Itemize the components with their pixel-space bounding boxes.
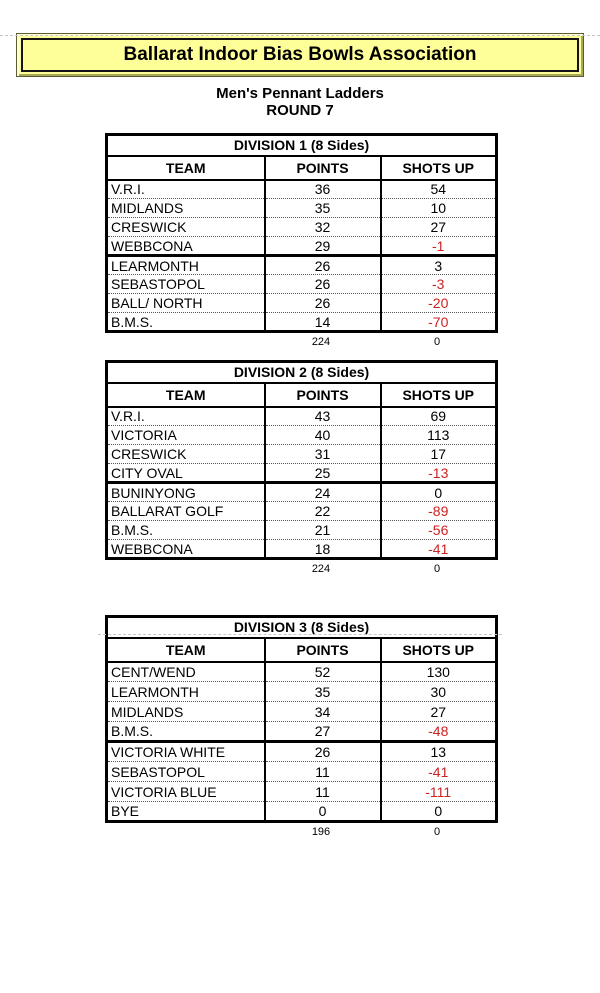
column-header-row — [107, 383, 497, 407]
points-cell: 26 — [265, 275, 381, 294]
team-row — [107, 762, 497, 782]
points-cell: 21 — [265, 521, 381, 540]
shots-cell: -89 — [381, 502, 497, 521]
team-row — [107, 464, 497, 483]
team-cell: LEARMONTH — [107, 256, 265, 275]
division-table — [105, 615, 498, 823]
col-header-team: TEAM — [107, 156, 265, 180]
team-row — [107, 218, 497, 237]
team-cell: LEARMONTH — [107, 682, 265, 702]
team-cell: B.M.S. — [107, 722, 265, 742]
team-cell: V.R.I. — [107, 180, 265, 199]
shots-cell: 69 — [381, 407, 497, 426]
shots-cell: -1 — [381, 237, 497, 256]
banner-title: Ballarat Indoor Bias Bowls Association — [123, 44, 477, 65]
col-header-team: TEAM — [107, 638, 265, 662]
division-title: DIVISION 3 (8 Sides) — [107, 617, 497, 638]
team-cell: CRESWICK — [107, 445, 265, 464]
team-row — [107, 445, 497, 464]
points-cell: 26 — [265, 294, 381, 313]
column-header-row — [107, 156, 497, 180]
team-cell: WEBBCONA — [107, 237, 265, 256]
shots-cell: 17 — [381, 445, 497, 464]
col-header-points: POINTS — [265, 638, 381, 662]
points-cell: 34 — [265, 702, 381, 722]
totals-row — [105, 336, 495, 348]
shots-cell: -3 — [381, 275, 497, 294]
shots-cell: -20 — [381, 294, 497, 313]
team-cell: WEBBCONA — [107, 540, 265, 559]
division-block — [105, 360, 495, 575]
team-row — [107, 275, 497, 294]
points-cell: 36 — [265, 180, 381, 199]
team-cell: MIDLANDS — [107, 199, 265, 218]
points-cell: 24 — [265, 483, 381, 502]
team-row — [107, 502, 497, 521]
division-title: DIVISION 2 (8 Sides) — [107, 362, 497, 383]
shots-cell: 3 — [381, 256, 497, 275]
col-header-team: TEAM — [107, 383, 265, 407]
subtitle: Men's Pennant Ladders — [216, 85, 384, 102]
team-cell: BALLARAT GOLF — [107, 502, 265, 521]
team-row — [107, 802, 497, 822]
shots-cell: 113 — [381, 426, 497, 445]
col-header-points: POINTS — [265, 156, 381, 180]
shots-cell: 27 — [381, 702, 497, 722]
team-row — [107, 662, 497, 682]
points-cell: 32 — [265, 218, 381, 237]
team-row — [107, 540, 497, 559]
page-break-line-mid — [98, 634, 502, 635]
shots-cell: 130 — [381, 662, 497, 682]
shots-total: 0 — [433, 563, 441, 575]
team-cell: BYE — [107, 802, 265, 822]
shots-total: 0 — [433, 826, 441, 838]
shots-cell: -56 — [381, 521, 497, 540]
points-cell: 35 — [265, 199, 381, 218]
totals-row — [105, 563, 495, 575]
page — [0, 33, 600, 838]
team-cell: VICTORIA BLUE — [107, 782, 265, 802]
points-cell: 11 — [265, 762, 381, 782]
shots-cell: -41 — [381, 540, 497, 559]
points-cell: 40 — [265, 426, 381, 445]
team-cell: B.M.S. — [107, 313, 265, 332]
team-cell: V.R.I. — [107, 407, 265, 426]
points-cell: 43 — [265, 407, 381, 426]
team-cell: MIDLANDS — [107, 702, 265, 722]
points-total: 196 — [311, 826, 331, 838]
team-cell: BALL/ NORTH — [107, 294, 265, 313]
col-header-shots: SHOTS UP — [381, 156, 497, 180]
shots-cell: 13 — [381, 742, 497, 762]
column-header-row — [107, 638, 497, 662]
ladders — [105, 133, 495, 838]
division-title-row — [107, 362, 497, 383]
points-cell: 18 — [265, 540, 381, 559]
team-row — [107, 426, 497, 445]
team-row — [107, 199, 497, 218]
team-row — [107, 256, 497, 275]
points-cell: 26 — [265, 256, 381, 275]
team-cell: B.M.S. — [107, 521, 265, 540]
banner — [16, 33, 584, 77]
division-block — [105, 615, 495, 838]
division-title-row — [107, 135, 497, 156]
col-header-shots: SHOTS UP — [381, 638, 497, 662]
shots-cell: -111 — [381, 782, 497, 802]
team-row — [107, 483, 497, 502]
division-title: DIVISION 1 (8 Sides) — [107, 135, 497, 156]
points-cell: 29 — [265, 237, 381, 256]
points-cell: 11 — [265, 782, 381, 802]
ladder-body — [107, 662, 497, 822]
team-cell: SEBASTOPOL — [107, 275, 265, 294]
team-row — [107, 521, 497, 540]
points-cell: 0 — [265, 802, 381, 822]
team-cell: BUNINYONG — [107, 483, 265, 502]
totals-spacer — [105, 336, 263, 348]
shots-cell: 10 — [381, 199, 497, 218]
shots-cell: 0 — [381, 483, 497, 502]
team-cell: VICTORIA WHITE — [107, 742, 265, 762]
banner-frame — [21, 38, 579, 72]
points-cell: 35 — [265, 682, 381, 702]
team-row — [107, 742, 497, 762]
points-cell: 26 — [265, 742, 381, 762]
team-cell: CITY OVAL — [107, 464, 265, 483]
team-cell: SEBASTOPOL — [107, 762, 265, 782]
shots-cell: -41 — [381, 762, 497, 782]
shots-cell: 27 — [381, 218, 497, 237]
points-cell: 25 — [265, 464, 381, 483]
team-row — [107, 313, 497, 332]
col-header-points: POINTS — [265, 383, 381, 407]
totals-spacer — [105, 826, 263, 838]
team-row — [107, 237, 497, 256]
points-total: 224 — [311, 563, 331, 575]
col-header-shots: SHOTS UP — [381, 383, 497, 407]
team-row — [107, 294, 497, 313]
points-total: 224 — [311, 336, 331, 348]
team-row — [107, 407, 497, 426]
shots-cell: -70 — [381, 313, 497, 332]
shots-cell: 54 — [381, 180, 497, 199]
division-table — [105, 133, 498, 333]
shots-cell: -13 — [381, 464, 497, 483]
team-row — [107, 180, 497, 199]
team-cell: CENT/WEND — [107, 662, 265, 682]
points-cell: 27 — [265, 722, 381, 742]
division-block — [105, 133, 495, 348]
points-cell: 22 — [265, 502, 381, 521]
team-row — [107, 782, 497, 802]
page-break-line-top — [0, 35, 600, 36]
team-cell: CRESWICK — [107, 218, 265, 237]
team-row — [107, 702, 497, 722]
points-cell: 31 — [265, 445, 381, 464]
ladder-body — [107, 407, 497, 559]
points-cell: 52 — [265, 662, 381, 682]
team-cell: VICTORIA — [107, 426, 265, 445]
totals-spacer — [105, 563, 263, 575]
division-table — [105, 360, 498, 560]
totals-row — [105, 826, 495, 838]
shots-cell: 0 — [381, 802, 497, 822]
ladder-body — [107, 180, 497, 332]
team-row — [107, 722, 497, 742]
points-cell: 14 — [265, 313, 381, 332]
shots-total: 0 — [433, 336, 441, 348]
shots-cell: -48 — [381, 722, 497, 742]
shots-cell: 30 — [381, 682, 497, 702]
round-title: ROUND 7 — [266, 102, 334, 119]
team-row — [107, 682, 497, 702]
